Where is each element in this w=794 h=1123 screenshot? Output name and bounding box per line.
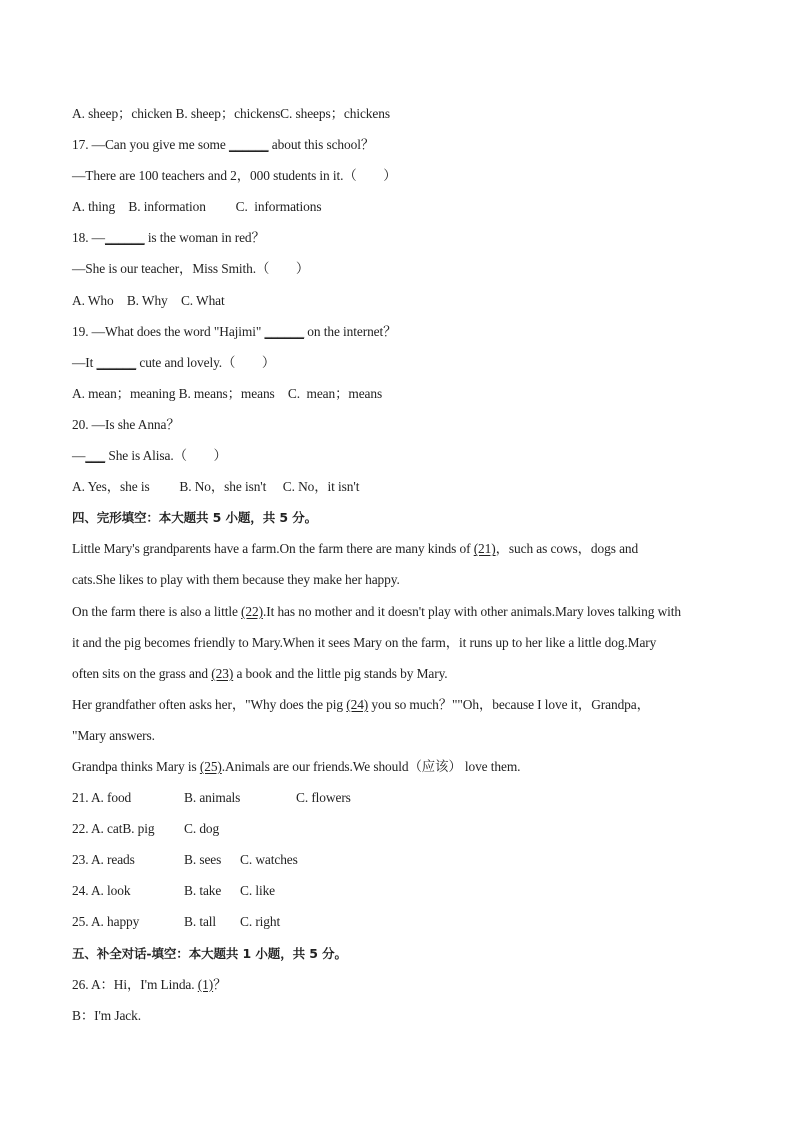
cloze-text: Little Mary's grandparents have a farm.On the farm there are many kinds of bbox=[72, 541, 471, 557]
q16-options: A. sheep；chicken B. sheep；chickensC. sheeps；chickens bbox=[72, 106, 390, 121]
q20-answer-blank: ___ bbox=[85, 448, 106, 464]
cloze-text: On the farm there is also a little bbox=[72, 603, 238, 619]
dialogue-line-2: B：I'm Jack. bbox=[72, 1007, 141, 1023]
q25-option-b: B. tall bbox=[184, 914, 217, 930]
cloze-text: often sits on the grass and bbox=[72, 665, 209, 681]
exam-page bbox=[72, 98, 732, 1031]
cloze-text: .It has no mother and it doesn't play with other animals.Mary loves talking with bbox=[262, 603, 681, 619]
q22-option-ab: 22. A. catB. pig bbox=[72, 821, 155, 837]
cloze-line-4: it and the pig becomes friendly to Mary.When it sees Mary on the farm，it runs up to her like a little dog.Mary bbox=[72, 634, 657, 650]
cloze-text: .Animals are our friends.We should（应该） love them. bbox=[221, 758, 521, 774]
q17-answer: —There are 100 teachers and 2，000 students in it.（ ） bbox=[72, 168, 397, 184]
q18-stem-end: is the woman in red？ bbox=[147, 230, 265, 246]
q17-stem bbox=[72, 129, 732, 160]
q24-option-c: C. like bbox=[240, 883, 276, 899]
q17-blank: ______ bbox=[228, 137, 269, 153]
q25-options bbox=[72, 906, 732, 937]
cloze-line-8 bbox=[72, 751, 732, 782]
q18-blank: ______ bbox=[104, 230, 145, 246]
q18-stem-start: 18. — bbox=[72, 230, 105, 246]
q17-options: A. thing B. information C. informations bbox=[72, 199, 322, 215]
cloze-line-3 bbox=[72, 596, 732, 627]
dialogue-text: 26. A：Hi，I'm Linda. bbox=[72, 976, 195, 992]
q22-option-c: C. dog bbox=[184, 821, 220, 837]
q18-answer: —She is our teacher，Miss Smith.（ ） bbox=[72, 261, 310, 277]
section5-heading: 五、补全对话-填空：本大题共 1 小题，共 5 分。 bbox=[72, 945, 347, 961]
q25-option-c: C. right bbox=[240, 914, 281, 930]
cloze-line-1 bbox=[72, 533, 732, 564]
q20-answer-end: She is Alisa.（ ） bbox=[108, 448, 227, 464]
q19-options: A. mean；meaning B. means；means C. mean；means bbox=[72, 385, 383, 401]
cloze-line-2: cats.She likes to play with them because they make her happy. bbox=[72, 572, 400, 588]
q19-answer bbox=[72, 347, 732, 378]
q19-answer-blank: ______ bbox=[96, 354, 137, 370]
q20-stem: 20. —Is she Anna？ bbox=[72, 416, 180, 432]
dialogue-blank-1: (1) bbox=[197, 976, 214, 992]
q22-options bbox=[72, 813, 732, 844]
cloze-line-5 bbox=[72, 658, 732, 689]
q23-option-b: B. sees bbox=[184, 852, 222, 868]
q20-answer-start: — bbox=[72, 448, 86, 464]
cloze-text: ，such as cows，dogs and bbox=[495, 541, 639, 557]
dialogue-text: ？ bbox=[213, 976, 227, 992]
q19-stem-start: 19. —What does the word "Hajimi" bbox=[72, 323, 262, 339]
dialogue-line-1 bbox=[72, 969, 732, 1000]
q19-answer-end: cute and lovely.（ ） bbox=[139, 354, 276, 370]
cloze-blank-21: (21) bbox=[473, 541, 496, 557]
cloze-text: Her grandfather often asks her，"Why does the pig bbox=[72, 696, 343, 712]
q23-options bbox=[72, 844, 732, 875]
section4-heading: 四、完形填空：本大题共 5 小题，共 5 分。 bbox=[72, 510, 318, 526]
cloze-text: you so much？""Oh，because I love it，Grandpa， bbox=[371, 696, 650, 712]
q23-option-c: C. watches bbox=[240, 852, 298, 868]
q23-option-a: 23. A. reads bbox=[72, 852, 135, 868]
cloze-blank-22: (22) bbox=[241, 603, 263, 619]
q21-options bbox=[72, 782, 732, 813]
q17-stem-end: about this school？ bbox=[271, 137, 375, 153]
q24-option-a: 24. A. look bbox=[72, 883, 131, 899]
q18-options: A. Who B. Why C. What bbox=[72, 292, 225, 308]
cloze-text: a book and the little pig stands by Mary. bbox=[236, 665, 448, 681]
q19-answer-start: —It bbox=[72, 354, 94, 370]
q20-answer bbox=[72, 440, 732, 471]
q24-options bbox=[72, 875, 732, 906]
cloze-blank-24: (24) bbox=[346, 696, 369, 712]
q19-stem-end: on the internet？ bbox=[307, 323, 397, 339]
q19-stem bbox=[72, 316, 732, 347]
cloze-blank-25: (25) bbox=[199, 758, 222, 774]
cloze-line-6 bbox=[72, 689, 732, 720]
cloze-text: Grandpa thinks Mary is bbox=[72, 758, 197, 774]
q19-blank: ______ bbox=[264, 323, 305, 339]
q21-option-b: B. animals bbox=[184, 790, 241, 806]
q21-option-a: 21. A. food bbox=[72, 790, 132, 806]
q18-stem bbox=[72, 222, 732, 253]
q24-option-b: B. take bbox=[184, 883, 222, 899]
q25-option-a: 25. A. happy bbox=[72, 914, 140, 930]
q20-options: A. Yes，she is B. No，she isn't C. No，it isn't bbox=[72, 479, 360, 495]
cloze-blank-23: (23) bbox=[211, 665, 234, 681]
cloze-line-7: "Mary answers. bbox=[72, 727, 155, 743]
q21-option-c: C. flowers bbox=[296, 790, 351, 806]
q17-stem-start: 17. —Can you give me some bbox=[72, 137, 226, 153]
